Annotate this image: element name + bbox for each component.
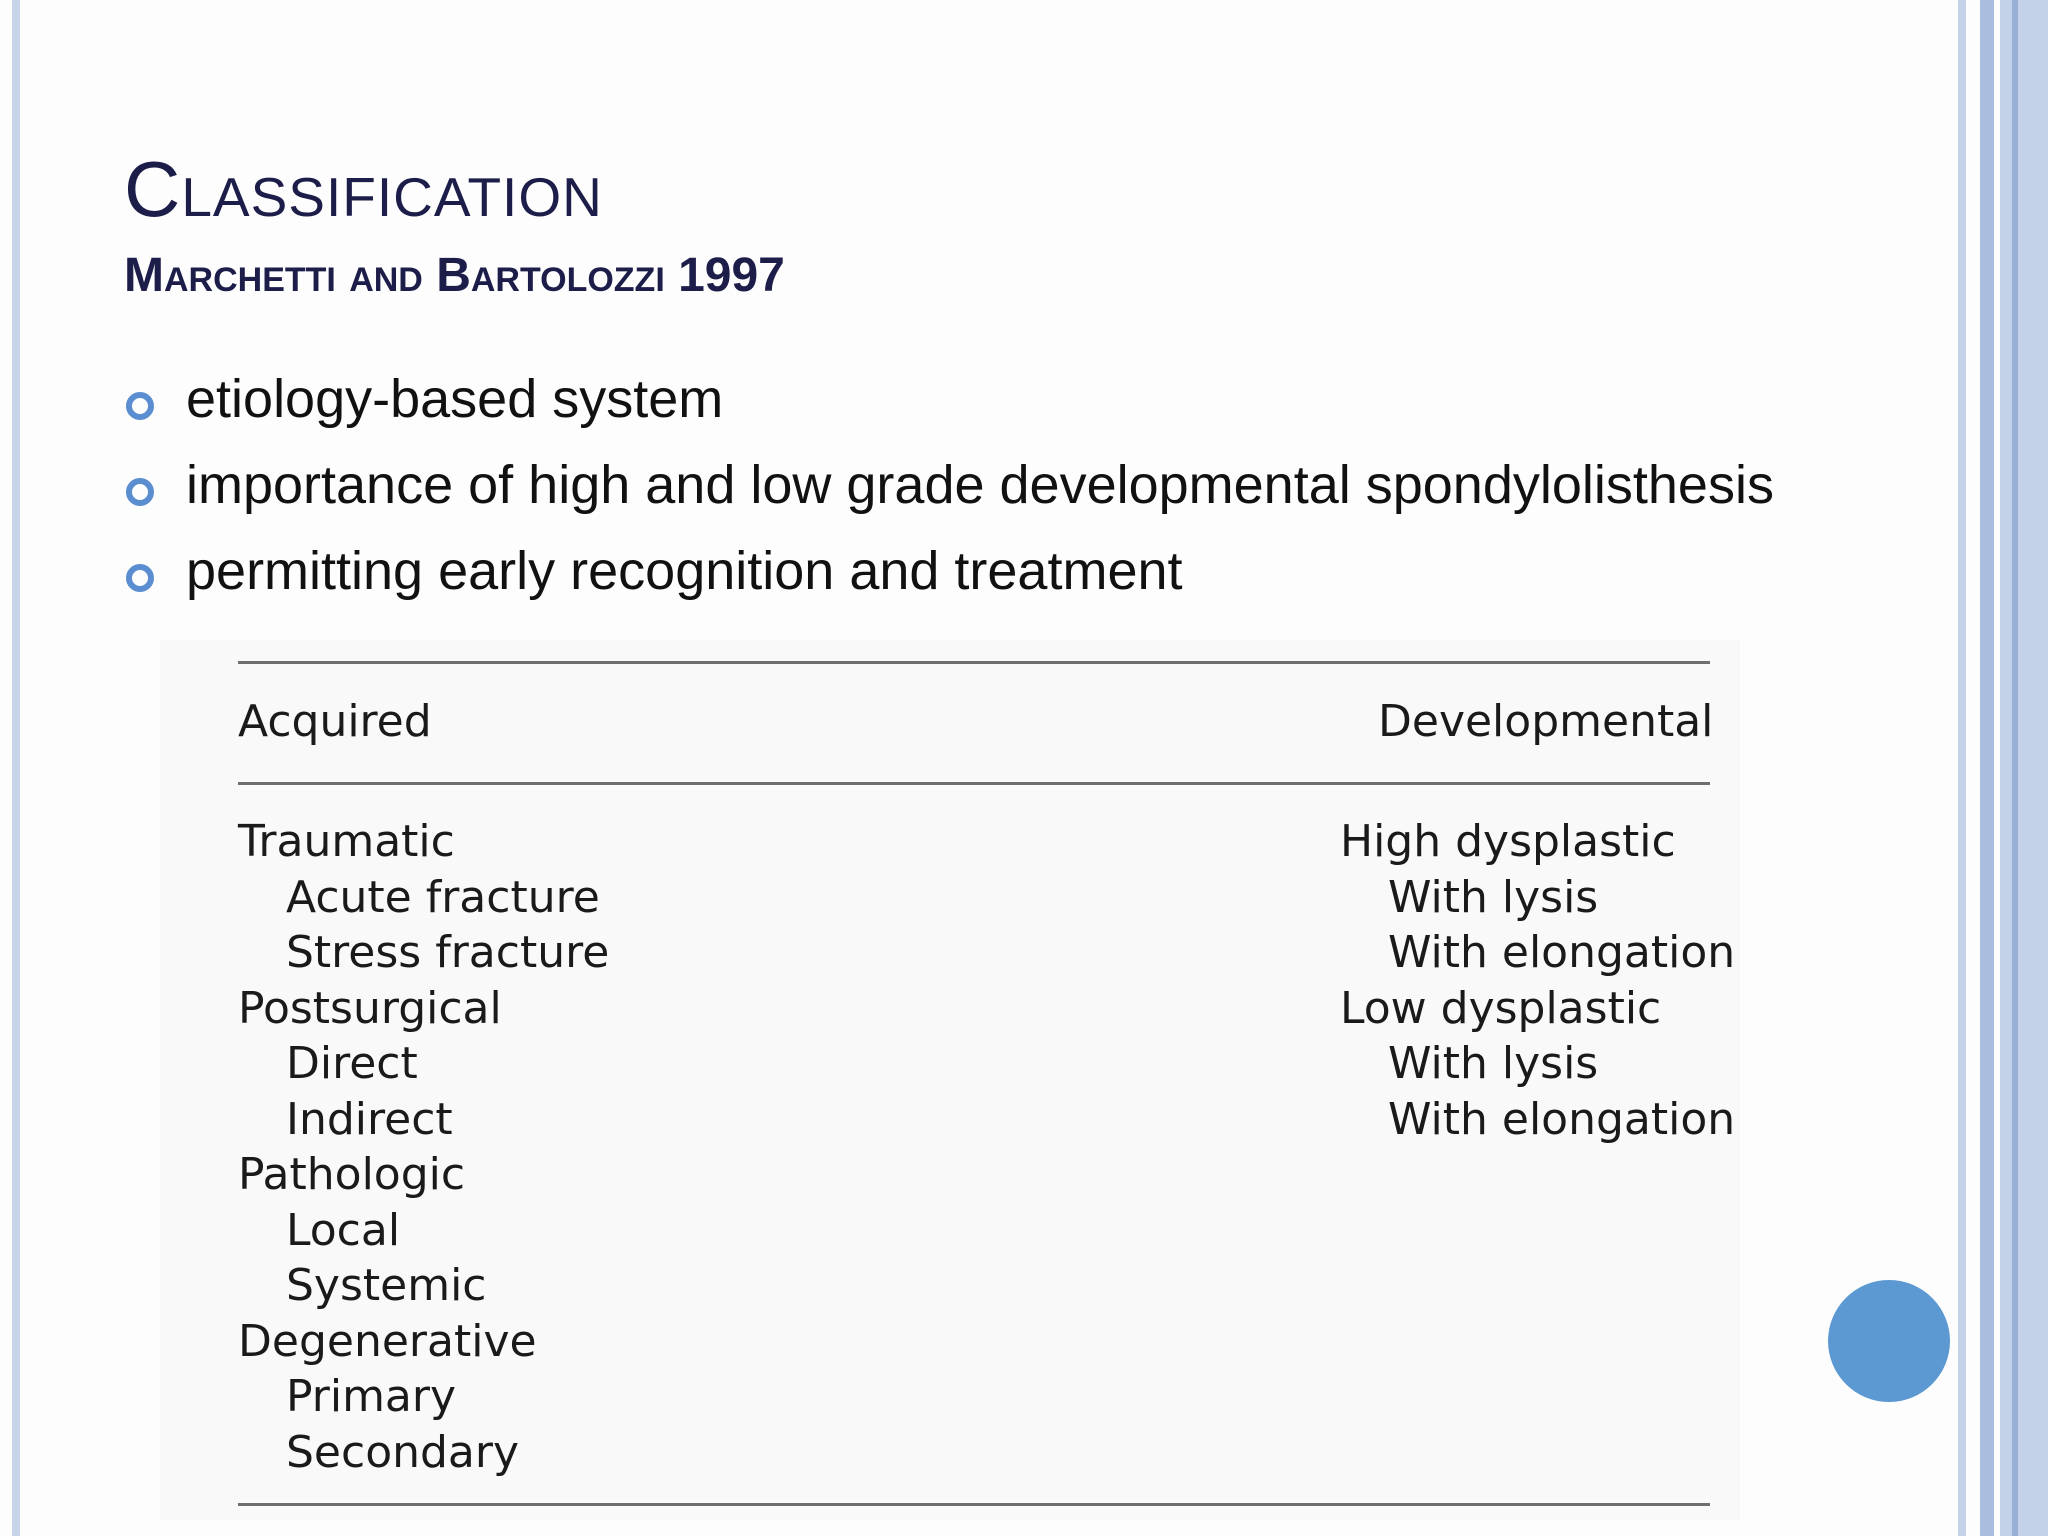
table-subitem: Local — [286, 1204, 401, 1256]
table-item: Postsurgical — [238, 982, 502, 1034]
bullet-circle-icon — [126, 564, 154, 592]
table-subitem: Stress fracture — [286, 927, 610, 978]
column-header-acquired: Acquired — [238, 696, 432, 747]
bullet-circle-icon — [126, 392, 154, 420]
table-item: Degenerative — [238, 1315, 537, 1367]
developmental-column — [1340, 816, 1736, 1153]
table-subitem: With elongation — [1388, 927, 1736, 978]
bullet-circle-icon — [126, 478, 154, 506]
table-subitem: Systemic — [286, 1260, 487, 1311]
bullet-text: permitting early recognition and treatment — [186, 541, 1183, 601]
table-rule-header — [238, 782, 1710, 785]
table-subitem: With lysis — [1388, 871, 1599, 923]
slide-right-border-stripe — [1958, 0, 1966, 1536]
table-subitem: Primary — [286, 1371, 457, 1422]
slide-left-border — [12, 0, 20, 1536]
slide-right-border-stripe — [2000, 0, 2048, 1536]
table-item: Low dysplastic — [1340, 982, 1662, 1034]
table-subitem: Secondary — [286, 1426, 520, 1478]
classification-table — [160, 640, 1740, 1520]
column-header-developmental: Developmental — [1378, 696, 1714, 747]
table-rule-bottom — [238, 1503, 1710, 1506]
slide-subtitle: Marchetti and Bartolozzi 1997 — [124, 249, 785, 302]
acquired-column — [238, 816, 610, 1486]
bullet-text: etiology-based system — [186, 369, 724, 429]
slide-right-border-stripe — [2012, 0, 2018, 1536]
bullet-text: importance of high and low grade developmental spondylolisthesis — [186, 455, 1774, 515]
table-subitem: Indirect — [286, 1093, 453, 1145]
table-item: Pathologic — [238, 1149, 466, 1200]
table-subitem: Acute fracture — [286, 871, 600, 923]
table-item: High dysplastic — [1340, 816, 1676, 867]
decorative-circle — [1828, 1280, 1950, 1402]
table-subitem: With elongation — [1388, 1093, 1736, 1145]
table-subitem: Direct — [286, 1038, 418, 1089]
table-subitem: With lysis — [1388, 1038, 1599, 1089]
table-item: Traumatic — [238, 816, 455, 867]
table-rule-top — [238, 661, 1710, 664]
slide-title: Classification — [124, 145, 603, 233]
slide-right-border-stripe — [1980, 0, 1994, 1536]
